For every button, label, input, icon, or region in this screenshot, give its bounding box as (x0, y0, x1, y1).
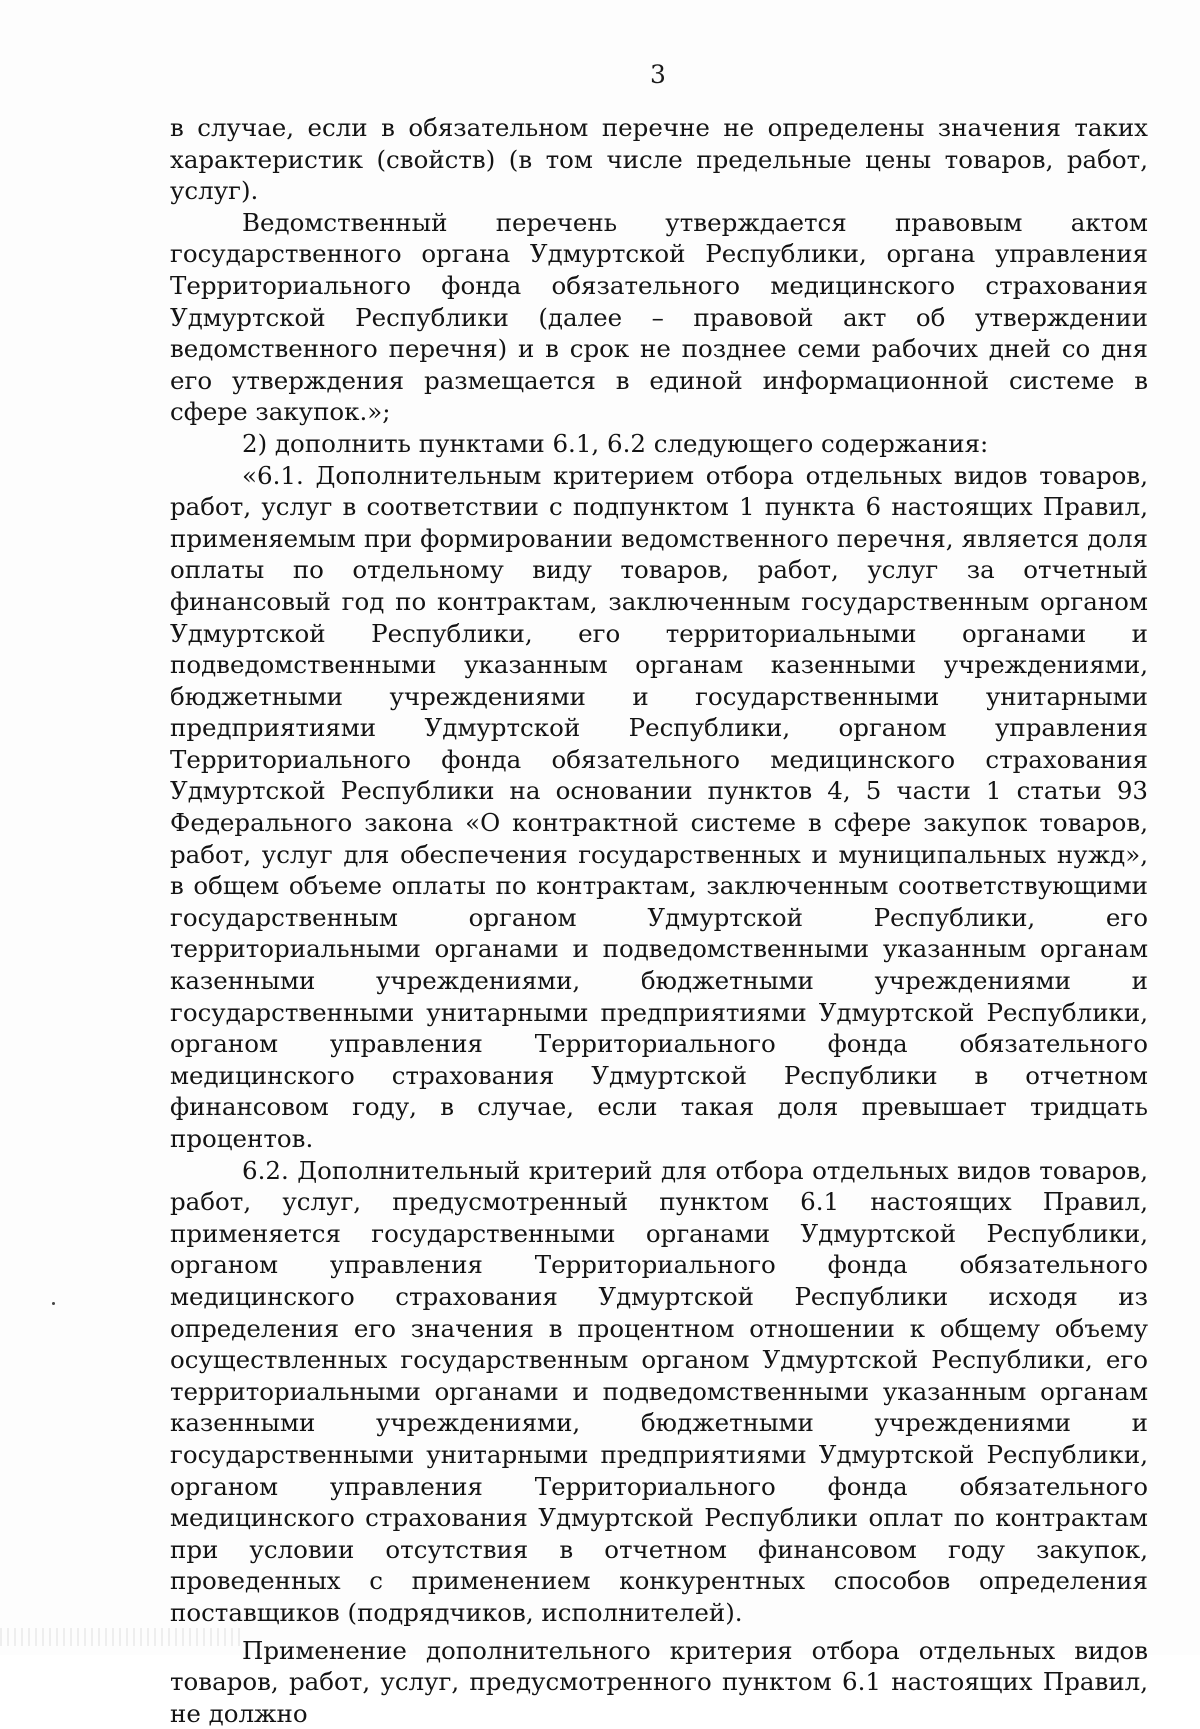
paragraph-amendment-item-2: 2) дополнить пунктами 6.1, 6.2 следующего содержания: (170, 428, 1148, 460)
paragraph-departmental-list: Ведомственный перечень утверждается правовым актом государственного органа Удмуртской Республики, органа управления Территориального фонда обязательного медицинского страхования Удмуртской Республики (далее – правовой акт об утверждении ведомственного перечня) и в срок не позднее семи рабочих дней со дня его утверждения размещается в единой информационной системе в сфере закупок.»; (170, 207, 1148, 428)
paragraph-continuation: в случае, если в обязательном перечне не определены значения таких характеристик (свойств) (в том числе предельные цены товаров, работ, услуг). (170, 112, 1148, 207)
paragraph-clause-6-1: «6.1. Дополнительным критерием отбора отдельных видов товаров, работ, услуг в соответствии с подпунктом 1 пункта 6 настоящих Правил, применяемым при формировании ведомственного перечня, является доля оплаты по отдельному виду товаров, работ, услуг за отчетный финансовый год по контрактам, заключенным государственным органом Удмуртской Республики, его территориальными органами и подведомственными указанным органам казенными учреждениями, бюджетными учреждениями и государственными унитарными предприятиями Удмуртской Республики, органом управления Территориального фонда обязательного медицинского страхования Удмуртской Республики на основании пунктов 4, 5 части 1 статьи 93 Федерального закона «О контрактной системе в сфере закупок товаров, работ, услуг для обеспечения государственных и муниципальных нужд», в общем объеме оплаты по контрактам, заключенным соответствующими государственным органом Удмуртской Республики, его территориальными органами и подведомственными указанным органам казенными учреждениями, бюджетными учреждениями и государственными унитарными предприятиями Удмуртской Республики, органом управления Территориального фонда обязательного медицинского страхования Удмуртской Республики в отчетном финансовом году, в случае, если такая доля превышает тридцать процентов. (170, 460, 1148, 1155)
scan-noise (0, 1628, 240, 1646)
paragraph-clause-6-2: 6.2. Дополнительный критерий для отбора отдельных видов товаров, работ, услуг, предусмотренный пунктом 6.1 настоящих Правил, применяется государственными органами Удмуртской Республики, органом управления Территориального фонда обязательного медицинского страхования Удмуртской Республики исходя из определения его значения в процентном отношении к общему объему осуществленных государственным органом Удмуртской Республики, его территориальными органами и подведомственными указанным органам казенными учреждениями, бюджетными учреждениями и государственными унитарными предприятиями Удмуртской Республики, органом управления Территориального фонда обязательного медицинского страхования Удмуртской Республики оплат по контрактам при условии отсутствия в отчетном финансовом году закупок, проведенных с применением конкурентных способов определения поставщиков (подрядчиков, исполнителей). (170, 1155, 1148, 1629)
paragraph-criterion-application: Применение дополнительного критерия отбора отдельных видов товаров, работ, услуг, предусмотренного пунктом 6.1 настоящих Правил, не должно (170, 1635, 1148, 1729)
scan-speck (52, 1302, 55, 1305)
page-number: 3 (0, 60, 1200, 89)
document-body (170, 112, 1148, 1729)
